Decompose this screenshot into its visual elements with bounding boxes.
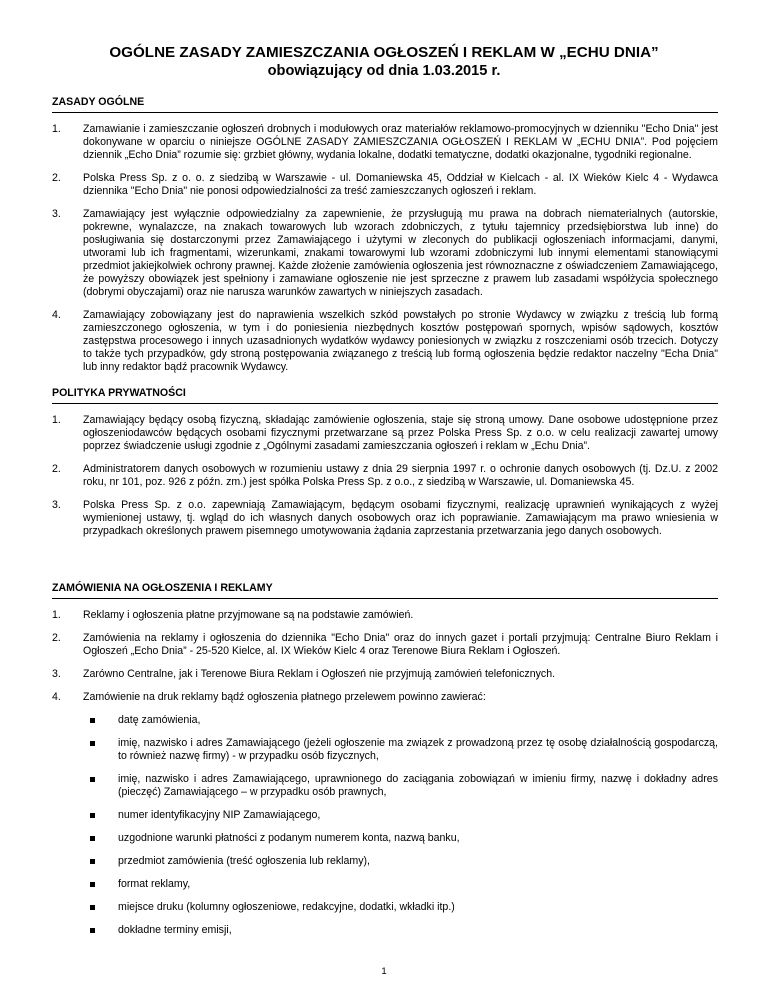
item-text: Zarówno Centralne, jak i Terenowe Biura Reklam i Ogłoszeń nie przyjmują zamówień telefonicznych.	[83, 668, 556, 680]
list-item	[52, 499, 718, 538]
bullet-square-icon	[90, 836, 95, 841]
list-item	[52, 123, 718, 162]
bullet-text: imię, nazwisko i adres Zamawiającego, uprawnionego do zaciągania zobowiązań w imieniu firmy, nazwę i dokładny adres (pieczęć) Zamawiającego – w przypadku osób prawnych,	[118, 773, 718, 798]
bullet-item	[52, 714, 718, 727]
item-text: Reklamy i ogłoszenia płatne przyjmowane są na podstawie zamówień.	[83, 609, 414, 621]
section-heading: ZASADY OGÓLNE	[52, 96, 718, 113]
item-text: Administratorem danych osobowych w rozumieniu ustawy z dnia 29 sierpnia 1997 r. o ochronie danych osobowych (tj. Dz.U. z 2002 roku, nr 101, poz. 926 z późn. zm.) jest spółka Polska Press Sp. z o.o., z siedzibą w Warszawie, ul. Domaniewska 45.	[83, 463, 718, 488]
item-text: Zamawianie i zamieszczanie ogłoszeń drobnych i modułowych oraz materiałów reklamowo-promocyjnych w dzienniku "Echo Dnia" jest dokonywane w oparciu o niniejsze OGÓLNE ZASADY ZAMIESZCZANIA OGŁOSZEŃ I REKLAM W „ECHU DNIA”. Pod pojęciem dziennik „Echo Dnia” rozumie się: grzbiet główny, wydania lokalne, dodatki tematyczne, dodatki okazjonalne, tygodniki regionalne.	[83, 123, 718, 161]
section-heading: ZAMÓWIENIA NA OGŁOSZENIA I REKLAMY	[52, 582, 718, 599]
page-number: 1	[381, 966, 387, 977]
list-item	[52, 668, 718, 681]
bullet-square-icon	[90, 905, 95, 910]
list-item	[52, 309, 718, 374]
section-heading: POLITYKA PRYWATNOŚCI	[52, 387, 718, 404]
list-item	[52, 691, 718, 704]
bullet-text: przedmiot zamówienia (treść ogłoszenia lub reklamy),	[118, 855, 370, 867]
bullet-square-icon	[90, 777, 95, 782]
list-item	[52, 208, 718, 299]
bullet-text: imię, nazwisko i adres Zamawiającego (jeżeli ogłoszenie ma związek z prowadzoną przez tę osobę działalnością gospodarczą, to również nazwę firmy) - w przypadku osób fizycznych,	[118, 737, 718, 762]
bullet-item	[52, 773, 718, 799]
item-number: 3.	[52, 668, 61, 680]
item-number: 2.	[52, 463, 61, 475]
bullet-text: format reklamy,	[118, 878, 191, 890]
section-general-rules	[52, 96, 718, 374]
bullet-item	[52, 809, 718, 822]
section-privacy-policy	[52, 387, 718, 538]
bullet-item	[52, 832, 718, 845]
bullet-square-icon	[90, 741, 95, 746]
bullet-square-icon	[90, 928, 95, 933]
item-number: 4.	[52, 691, 61, 703]
item-number: 2.	[52, 172, 61, 184]
title-block	[0, 44, 768, 80]
item-text: Zamawiający będący osobą fizyczną, składając zamówienie ogłoszenia, staje się stroną umowy. Dane osobowe udostępnione przez ogłoszeniodawców będących osobami fizycznymi przetwarzane są przez Polska Press Sp. z o.o. w celu realizacji zawartej umowy poprzez świadczenie usługi zgodnie z „Ogólnymi zasadami zamieszczania ogłoszeń i reklam w „Echu Dnia”.	[83, 414, 718, 452]
bullet-item	[52, 855, 718, 868]
bullet-text: uzgodnione warunki płatności z podanym numerem konta, nazwą banku,	[118, 832, 460, 844]
item-number: 2.	[52, 632, 61, 644]
item-number: 3.	[52, 499, 61, 511]
section-orders	[52, 582, 718, 937]
item-text: Polska Press Sp. z o. o. z siedzibą w Warszawie - ul. Domaniewska 45, Oddział w Kielcach - al. IX Wieków Kielc 4 - Wydawca dziennika "Echo Dnia" nie ponosi odpowiedzialności za treść zamieszczanych ogłoszeń i reklam.	[83, 172, 718, 197]
item-text: Zamówienia na reklamy i ogłoszenia do dziennika "Echo Dnia" oraz do innych gazet i portali przyjmują: Centralne Biuro Reklam i Ogłoszeń „Echo Dnia” - 25-520 Kielce, al. IX Wieków Kielc 4 oraz Terenowe Biura Reklam i Ogłoszeń.	[83, 632, 718, 657]
item-number: 1.	[52, 609, 61, 621]
item-text: Zamawiający jest wyłącznie odpowiedzialny za zapewnienie, że przysługują mu prawa na dobrach niematerialnych (autorskie, pokrewne, wynalazcze, na znakach towarowych lub wzorach zdobniczych, z tytułu tajemnicy przedsiębiorstwa lub inne) do posługiwania się dostarczonymi przez Zamawiającego i użytymi w zleconych do publikacji ogłoszeniach informacjami, danymi, utworami lub ich fragmentami, wizerunkami, znakami towarowymi lub wzorami zdobniczymi lub innymi elementami stanowiącymi przedmiot jakiejkolwiek ochrony prawnej. Każde złożenie zamówienia ogłoszenia jest równoznaczne z oświadczeniem Zamawiającego, że powyższy obowiązek jest spełniony i zamawiane ogłoszenie nie jest sprzeczne z prawem lub zasadami współżycia społecznego (dobrymi obyczajami) oraz nie narusza warunków zawartych w niniejszych zasadach.	[83, 208, 718, 298]
item-number: 1.	[52, 123, 61, 135]
bullet-text: datę zamówienia,	[118, 714, 201, 726]
list-item	[52, 632, 718, 658]
list-item	[52, 463, 718, 489]
item-number: 1.	[52, 414, 61, 426]
item-text: Polska Press Sp. z o.o. zapewniają Zamawiającym, będącym osobami fizycznymi, realizację uprawnień wynikających z wyżej wymienionej ustawy, tj. wgląd do ich własnych danych osobowych oraz ich poprawianie. Zamawiającym ma prawo wniesienia w przypadkach określonych prawem pisemnego umotywowania żądania zaprzestania przetwarzania jego danych osobowych.	[83, 499, 718, 537]
bullet-square-icon	[90, 882, 95, 887]
list-item	[52, 172, 718, 198]
bullet-text: dokładne terminy emisji,	[118, 924, 232, 936]
item-number: 3.	[52, 208, 61, 220]
list-item	[52, 609, 718, 622]
list-item	[52, 414, 718, 453]
bullet-item	[52, 901, 718, 914]
bullet-text: miejsce druku (kolumny ogłoszeniowe, redakcyjne, dodatki, wkładki itp.)	[118, 901, 455, 913]
bullet-square-icon	[90, 813, 95, 818]
item-number: 4.	[52, 309, 61, 321]
bullet-item	[52, 737, 718, 763]
item-text: Zamówienie na druk reklamy bądź ogłoszenia płatnego przelewem powinno zawierać:	[83, 691, 486, 703]
document-subtitle: obowiązujący od dnia 1.03.2015 r.	[267, 63, 501, 79]
bullet-square-icon	[90, 859, 95, 864]
bullet-item	[52, 878, 718, 891]
bullet-text: numer identyfikacyjny NIP Zamawiającego,	[118, 809, 321, 821]
item-text: Zamawiający zobowiązany jest do naprawienia wszelkich szkód powstałych po stronie Wydawcy w związku z treścią lub formą zamieszczonego ogłoszenia, w tym i do poniesienia niezbędnych kosztów postępowań spornych, wpisów sądowych, kosztów zastępstwa procesowego i innych uzasadnionych wydatków wydawcy poniesionych w związku z roszczeniami osób trzecich. Dotyczy to także tych przypadków, gdy stroną postępowania związanego z treścią lub formą ogłoszenia będzie redaktor naczelny "Echa Dnia" lub inny redaktor bądź pracownik Wydawcy.	[83, 309, 718, 373]
bullet-item	[52, 924, 718, 937]
bullet-square-icon	[90, 718, 95, 723]
document-title: OGÓLNE ZASADY ZAMIESZCZANIA OGŁOSZEŃ I REKLAM W „ECHU DNIA”	[109, 44, 659, 61]
